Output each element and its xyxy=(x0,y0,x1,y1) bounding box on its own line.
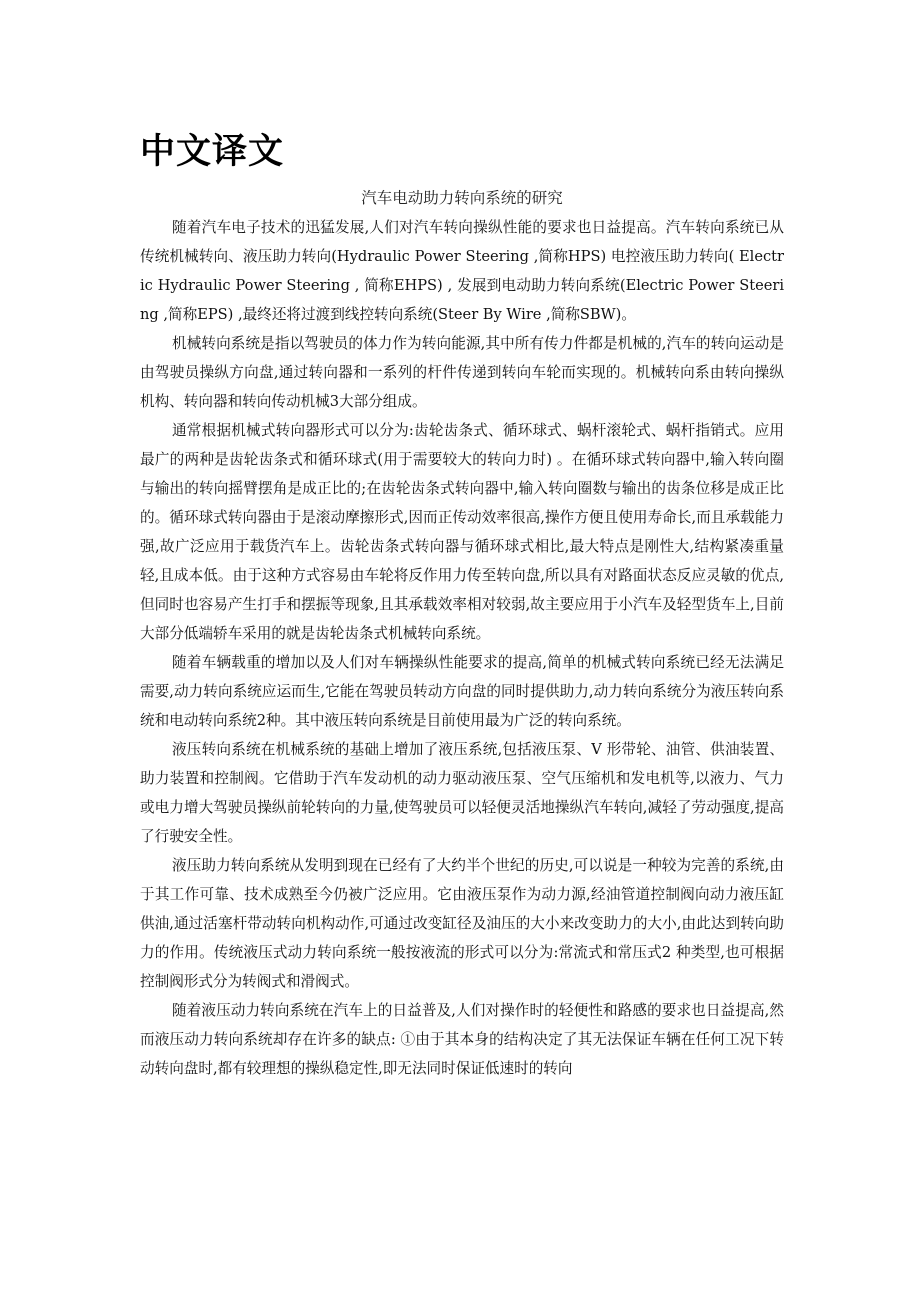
paragraph-4: 随着车辆载重的增加以及人们对车辆操纵性能要求的提高,简单的机械式转向系统已经无法满足需要,动力转向系统应运而生,它能在驾驶员转动方向盘的同时提供助力,动力转向系统分为液压转向系统和电动转向系统2种。其中液压转向系统是目前使用最为广泛的转向系统。 xyxy=(140,654,784,729)
page-heading: 中文译文 xyxy=(140,132,285,172)
paragraph-6: 液压助力转向系统从发明到现在已经有了大约半个世纪的历史,可以说是一种较为完善的系统,由于其工作可靠、技术成熟至今仍被广泛应用。它由液压泵作为动力源,经油管道控制阀向动力液压缸供油,通过活塞杆带动转向机构动作,可通过改变缸径及油压的大小来改变助力的大小,由此达到转向助力的作用。传统液压式动力转向系统一般按液流的形式可以分为:常流式和常压式2 种类型,也可根据控制阀形式分为转阀式和滑阀式。 xyxy=(140,857,784,990)
paragraph-2: 机械转向系统是指以驾驶员的体力作为转向能源,其中所有传力件都是机械的,汽车的转向运动是由驾驶员操纵方向盘,通过转向器和一系列的杆件传递到转向车轮而实现的。机械转向系由转向操纵机构、转向器和转向传动机械3大部分组成。 xyxy=(140,335,784,410)
paragraph-5: 液压转向系统在机械系统的基础上增加了液压系统,包括液压泵、V 形带轮、油管、供油装置、助力装置和控制阀。它借助于汽车发动机的动力驱动液压泵、空气压缩机和发电机等,以液力、气力或电力增大驾驶员操纵前轮转向的力量,使驾驶员可以轻便灵活地操纵汽车转向,减轻了劳动强度,提高了行驶安全性。 xyxy=(140,741,784,845)
paragraph-7: 随着液压动力转向系统在汽车上的日益普及,人们对操作时的轻便性和路感的要求也日益提高,然而液压动力转向系统却存在许多的缺点: ①由于其本身的结构决定了其无法保证车辆在任何工况下转动转向盘时,都有较理想的操纵稳定性,即无法同时保证低速时的转向 xyxy=(140,1002,784,1077)
paragraph-1: 随着汽车电子技术的迅猛发展,人们对汽车转向操纵性能的要求也日益提高。汽车转向系统已从传统机械转向、液压助力转向(Hydraulic Power Steering ,简称HPS) 电控液压助力转向( Electric Hydraulic Power Steering , 简称EHPS) , 发展到电动助力转向系统(Electric Power Steering ,简称EPS) ,最终还将过渡到线控转向系统(Steer By Wire ,简称SBW)。 xyxy=(140,219,784,323)
article-body xyxy=(140,213,784,1083)
article-title: 汽车电动助力转向系统的研究 xyxy=(361,189,563,207)
paragraph-3: 通常根据机械式转向器形式可以分为:齿轮齿条式、循环球式、蜗杆滚轮式、蜗杆指销式。应用最广的两种是齿轮齿条式和循环球式(用于需要较大的转向力时) 。在循环球式转向器中,输入转向圈与输出的转向摇臂摆角是成正比的;在齿轮齿条式转向器中,输入转向圈数与输出的齿条位移是成正比的。循环球式转向器由于是滚动摩擦形式,因而正传动效率很高,操作方便且使用寿命长,而且承载能力强,故广泛应用于载货汽车上。齿轮齿条式转向器与循环球式相比,最大特点是刚性大,结构紧凑重量轻,且成本低。由于这种方式容易由车轮将反作用力传至转向盘,所以具有对路面状态反应灵敏的优点,但同时也容易产生打手和摆振等现象,且其承载效率相对较弱,故主要应用于小汽车及轻型货车上,目前大部分低端轿车采用的就是齿轮齿条式机械转向系统。 xyxy=(140,422,784,642)
